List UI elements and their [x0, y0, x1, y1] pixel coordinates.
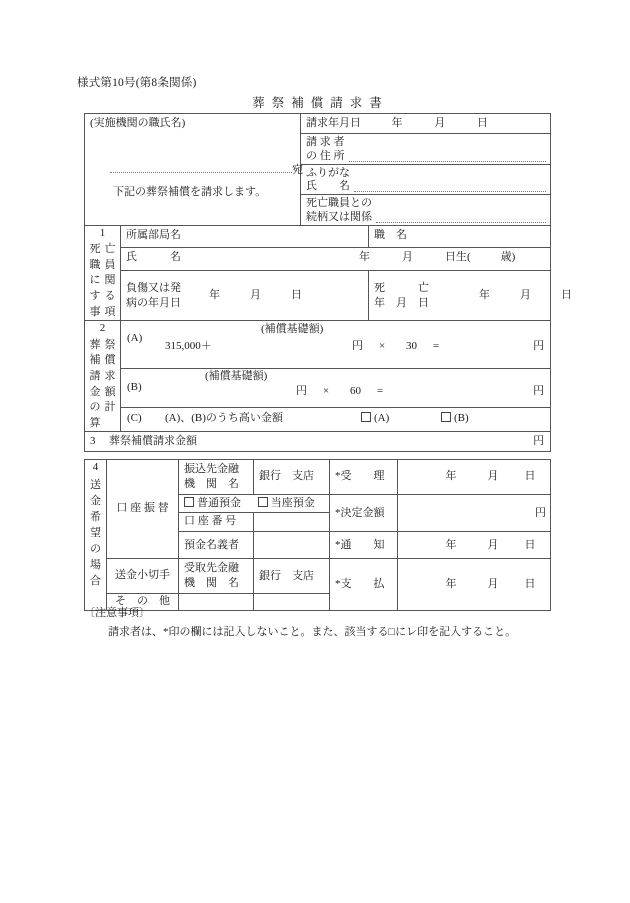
account-holder-label: 預金名義者 — [184, 538, 239, 551]
section2-label-col1: 葬 補 請 金 の 算 — [89, 338, 101, 429]
relation-label: 死亡職員との 続柄又は関係 — [306, 197, 373, 223]
section3-number: 3 — [90, 435, 96, 448]
injury-date-label: 負傷又は発 病の年月日 — [126, 281, 181, 309]
section4-number: 4 — [92, 461, 99, 473]
section1-department-row — [85, 225, 551, 248]
notice-year: 年 — [445, 538, 457, 551]
account-holder-label-cell — [179, 532, 254, 559]
account-holder-value-cell[interactable] — [254, 532, 330, 559]
section3-yen: 円 — [533, 435, 545, 448]
death-date-cell[interactable] — [369, 271, 573, 321]
claim-day: 日 — [477, 117, 489, 129]
formula-b-times: × — [323, 384, 330, 397]
checkbox-option-b[interactable] — [441, 412, 451, 422]
department-label: 所属部局名 — [126, 228, 181, 241]
formula-c-option-b[interactable]: (B) — [441, 412, 469, 426]
section1-injury-death-row — [85, 271, 551, 321]
section3-row — [85, 432, 551, 452]
section1-vertical-label — [85, 225, 121, 321]
birth-day-suffix: 日生( — [445, 251, 471, 264]
bank-name-label-cell — [179, 460, 254, 495]
document-title: 葬祭補償請求書 — [252, 96, 389, 110]
payment-year: 年 — [445, 578, 457, 591]
birth-year: 年 — [359, 251, 370, 264]
check-label-cell — [107, 559, 179, 594]
payee-branch-cell[interactable] — [254, 559, 330, 594]
formula-b-marker: (B) — [127, 380, 142, 393]
payment-label-cell — [330, 559, 398, 611]
formula-c-text: (A)、(B)のうち高い金額 — [165, 412, 283, 425]
section1-name-row — [85, 248, 551, 271]
section2-row-c — [85, 408, 551, 432]
relation-cell[interactable] — [301, 195, 551, 226]
payment-label: *支 払 — [335, 578, 385, 591]
decided-amount-label: *決定金額 — [335, 506, 385, 519]
formula-a-cell[interactable] — [121, 321, 551, 368]
formula-b-yen-2: 円 — [533, 384, 545, 397]
notice-label: *通 知 — [335, 538, 385, 551]
section4-vertical-label — [85, 460, 107, 611]
formula-a-yen-2: 円 — [533, 340, 545, 353]
relation-input[interactable] — [376, 211, 546, 223]
section4-label-chars: 送 金 希 望 の 場 合 — [90, 478, 101, 587]
deceased-name-line — [121, 248, 550, 267]
position-cell[interactable] — [369, 225, 551, 248]
injury-date-cell[interactable] — [121, 271, 369, 321]
position-label: 職 名 — [374, 228, 408, 241]
notes-text: 請求者は、*印の欄には記入しないこと。また、該当する□にレ印を記入すること。 — [108, 625, 517, 638]
formula-a-multiplier: 30 — [406, 340, 417, 353]
formula-a-yen-1: 円 — [352, 340, 363, 353]
remittance-row-1 — [85, 460, 551, 495]
injury-month: 月 — [250, 288, 261, 301]
ordinary-deposit-option[interactable]: 普通預金 — [184, 497, 241, 509]
other-label: そ の 他 — [115, 595, 170, 607]
addressee-line — [103, 161, 303, 178]
bank-name-label: 振込先金融 機 関 名 — [184, 463, 239, 490]
account-number-label-cell — [179, 513, 254, 532]
applicant-name-input[interactable] — [354, 180, 546, 192]
formula-b-cell[interactable] — [121, 368, 551, 408]
death-year: 年 — [479, 288, 491, 301]
applicant-name-cell[interactable] — [301, 164, 551, 195]
formula-c-option-a[interactable]: (A) — [361, 412, 389, 426]
bank-branch-label: 銀行 支店 — [259, 470, 314, 483]
payment-day: 日 — [524, 578, 536, 591]
section2-row-b — [85, 368, 551, 408]
implementing-agency-cell — [85, 114, 301, 226]
notes-heading: 〔注意事項〕 — [84, 607, 150, 619]
injury-year: 年 — [209, 288, 220, 301]
decided-amount-yen: 円 — [535, 506, 546, 519]
bank-transfer-label: 口 座 振 替 — [116, 502, 169, 515]
checkbox-ordinary-deposit[interactable] — [184, 497, 194, 507]
section1-label-col1: 死 職 に す 事 — [89, 243, 101, 318]
applicant-name-label: ふりがな 氏 名 — [306, 166, 351, 193]
formula-b-multiplier: 60 — [350, 384, 361, 397]
notice-date-cell[interactable] — [398, 532, 551, 559]
addressee-dotted-line[interactable] — [110, 161, 292, 173]
formula-b-yen-1: 円 — [296, 384, 307, 397]
notice-day: 日 — [524, 538, 536, 551]
applicant-address-label: 請 求 者 の 住 所 — [306, 136, 345, 162]
upper-form-table — [84, 113, 573, 452]
account-number-value-cell[interactable] — [254, 513, 330, 532]
deceased-name-label: 氏 名 — [126, 251, 181, 264]
department-cell[interactable] — [121, 225, 369, 248]
addressee-suffix: 宛 — [292, 164, 303, 176]
death-date-label: 死 亡 年 月 日 — [374, 281, 430, 309]
claim-date-cell — [301, 114, 551, 134]
check-label: 送金小切手 — [115, 569, 170, 582]
account-number-label: 口 座 番 号 — [184, 515, 237, 528]
applicant-header-row — [85, 114, 551, 134]
death-day: 日 — [561, 288, 573, 301]
notice-month: 月 — [487, 538, 499, 551]
payment-date-cell[interactable] — [398, 559, 551, 611]
payee-name-label: 受取先金融 機 関 名 — [184, 562, 239, 590]
section3-label: 葬祭補償請求金額 — [109, 435, 197, 448]
checkbox-current-deposit[interactable] — [258, 497, 268, 507]
payee-branch-label: 銀行 支店 — [259, 569, 314, 582]
section2-label-col2: 祭 償 求 額 計 — [104, 338, 116, 414]
receipt-label-cell — [330, 460, 398, 495]
payee-name-label-cell — [179, 559, 254, 594]
receipt-month: 月 — [487, 470, 499, 483]
receipt-label: *受 理 — [335, 470, 385, 483]
formula-c-marker: (C) — [127, 412, 142, 425]
decided-amount-label-cell — [330, 494, 398, 532]
remittance-row-5 — [85, 559, 551, 594]
decided-amount-value-cell[interactable] — [398, 494, 551, 532]
claim-date-label: 請求年月日 — [306, 117, 362, 129]
formula-b-base-label: (補償基礎額) — [205, 369, 268, 382]
applicant-address-input[interactable] — [349, 150, 547, 162]
notice-label-cell — [330, 532, 398, 559]
agency-title-label: (実施機関の職氏名) — [90, 117, 186, 129]
deceased-name-cell[interactable] — [121, 248, 551, 271]
claim-date-fields[interactable] — [377, 117, 503, 131]
birth-age-suffix: 歳) — [500, 251, 516, 264]
payment-month: 月 — [487, 578, 499, 591]
formula-a-fixed-amount: 315,000＋ — [165, 340, 212, 353]
formula-a-times: × — [379, 340, 386, 353]
applicant-address-cell[interactable] — [301, 134, 551, 165]
formula-a-equals: = — [433, 340, 440, 353]
section2-number: 2 — [99, 322, 106, 335]
checkbox-option-a[interactable] — [361, 412, 371, 422]
form-number: 様式第10号(第8条関係) — [77, 77, 197, 89]
section2-vertical-label — [85, 321, 121, 432]
current-deposit-option[interactable]: 当座預金 — [258, 497, 315, 509]
claim-year: 年 — [391, 117, 403, 129]
request-sentence: 下記の葬祭補償を請求します。 — [113, 186, 267, 198]
receipt-year: 年 — [445, 470, 457, 483]
section2-row-a — [85, 321, 551, 368]
injury-day: 日 — [291, 288, 302, 301]
formula-b-equals: = — [377, 384, 384, 397]
bank-branch-cell[interactable] — [254, 460, 330, 495]
formula-c-cell[interactable] — [121, 408, 551, 432]
formula-a-marker: (A) — [127, 332, 143, 345]
remittance-table — [84, 459, 551, 611]
notes-block — [84, 605, 516, 640]
bank-transfer-label-cell — [107, 460, 179, 559]
deposit-type-cell[interactable] — [179, 494, 330, 513]
total-claim-cell[interactable] — [85, 432, 551, 452]
section1-number: 1 — [99, 226, 106, 239]
death-month: 月 — [520, 288, 532, 301]
claim-month: 月 — [434, 117, 446, 129]
receipt-day: 日 — [524, 470, 536, 483]
section1-label-col2: 亡 員 関 る 項 — [104, 243, 116, 318]
formula-a-base-label: (補償基礎額) — [261, 323, 324, 336]
birth-month: 月 — [402, 251, 413, 264]
receipt-date-cell[interactable] — [398, 460, 551, 495]
